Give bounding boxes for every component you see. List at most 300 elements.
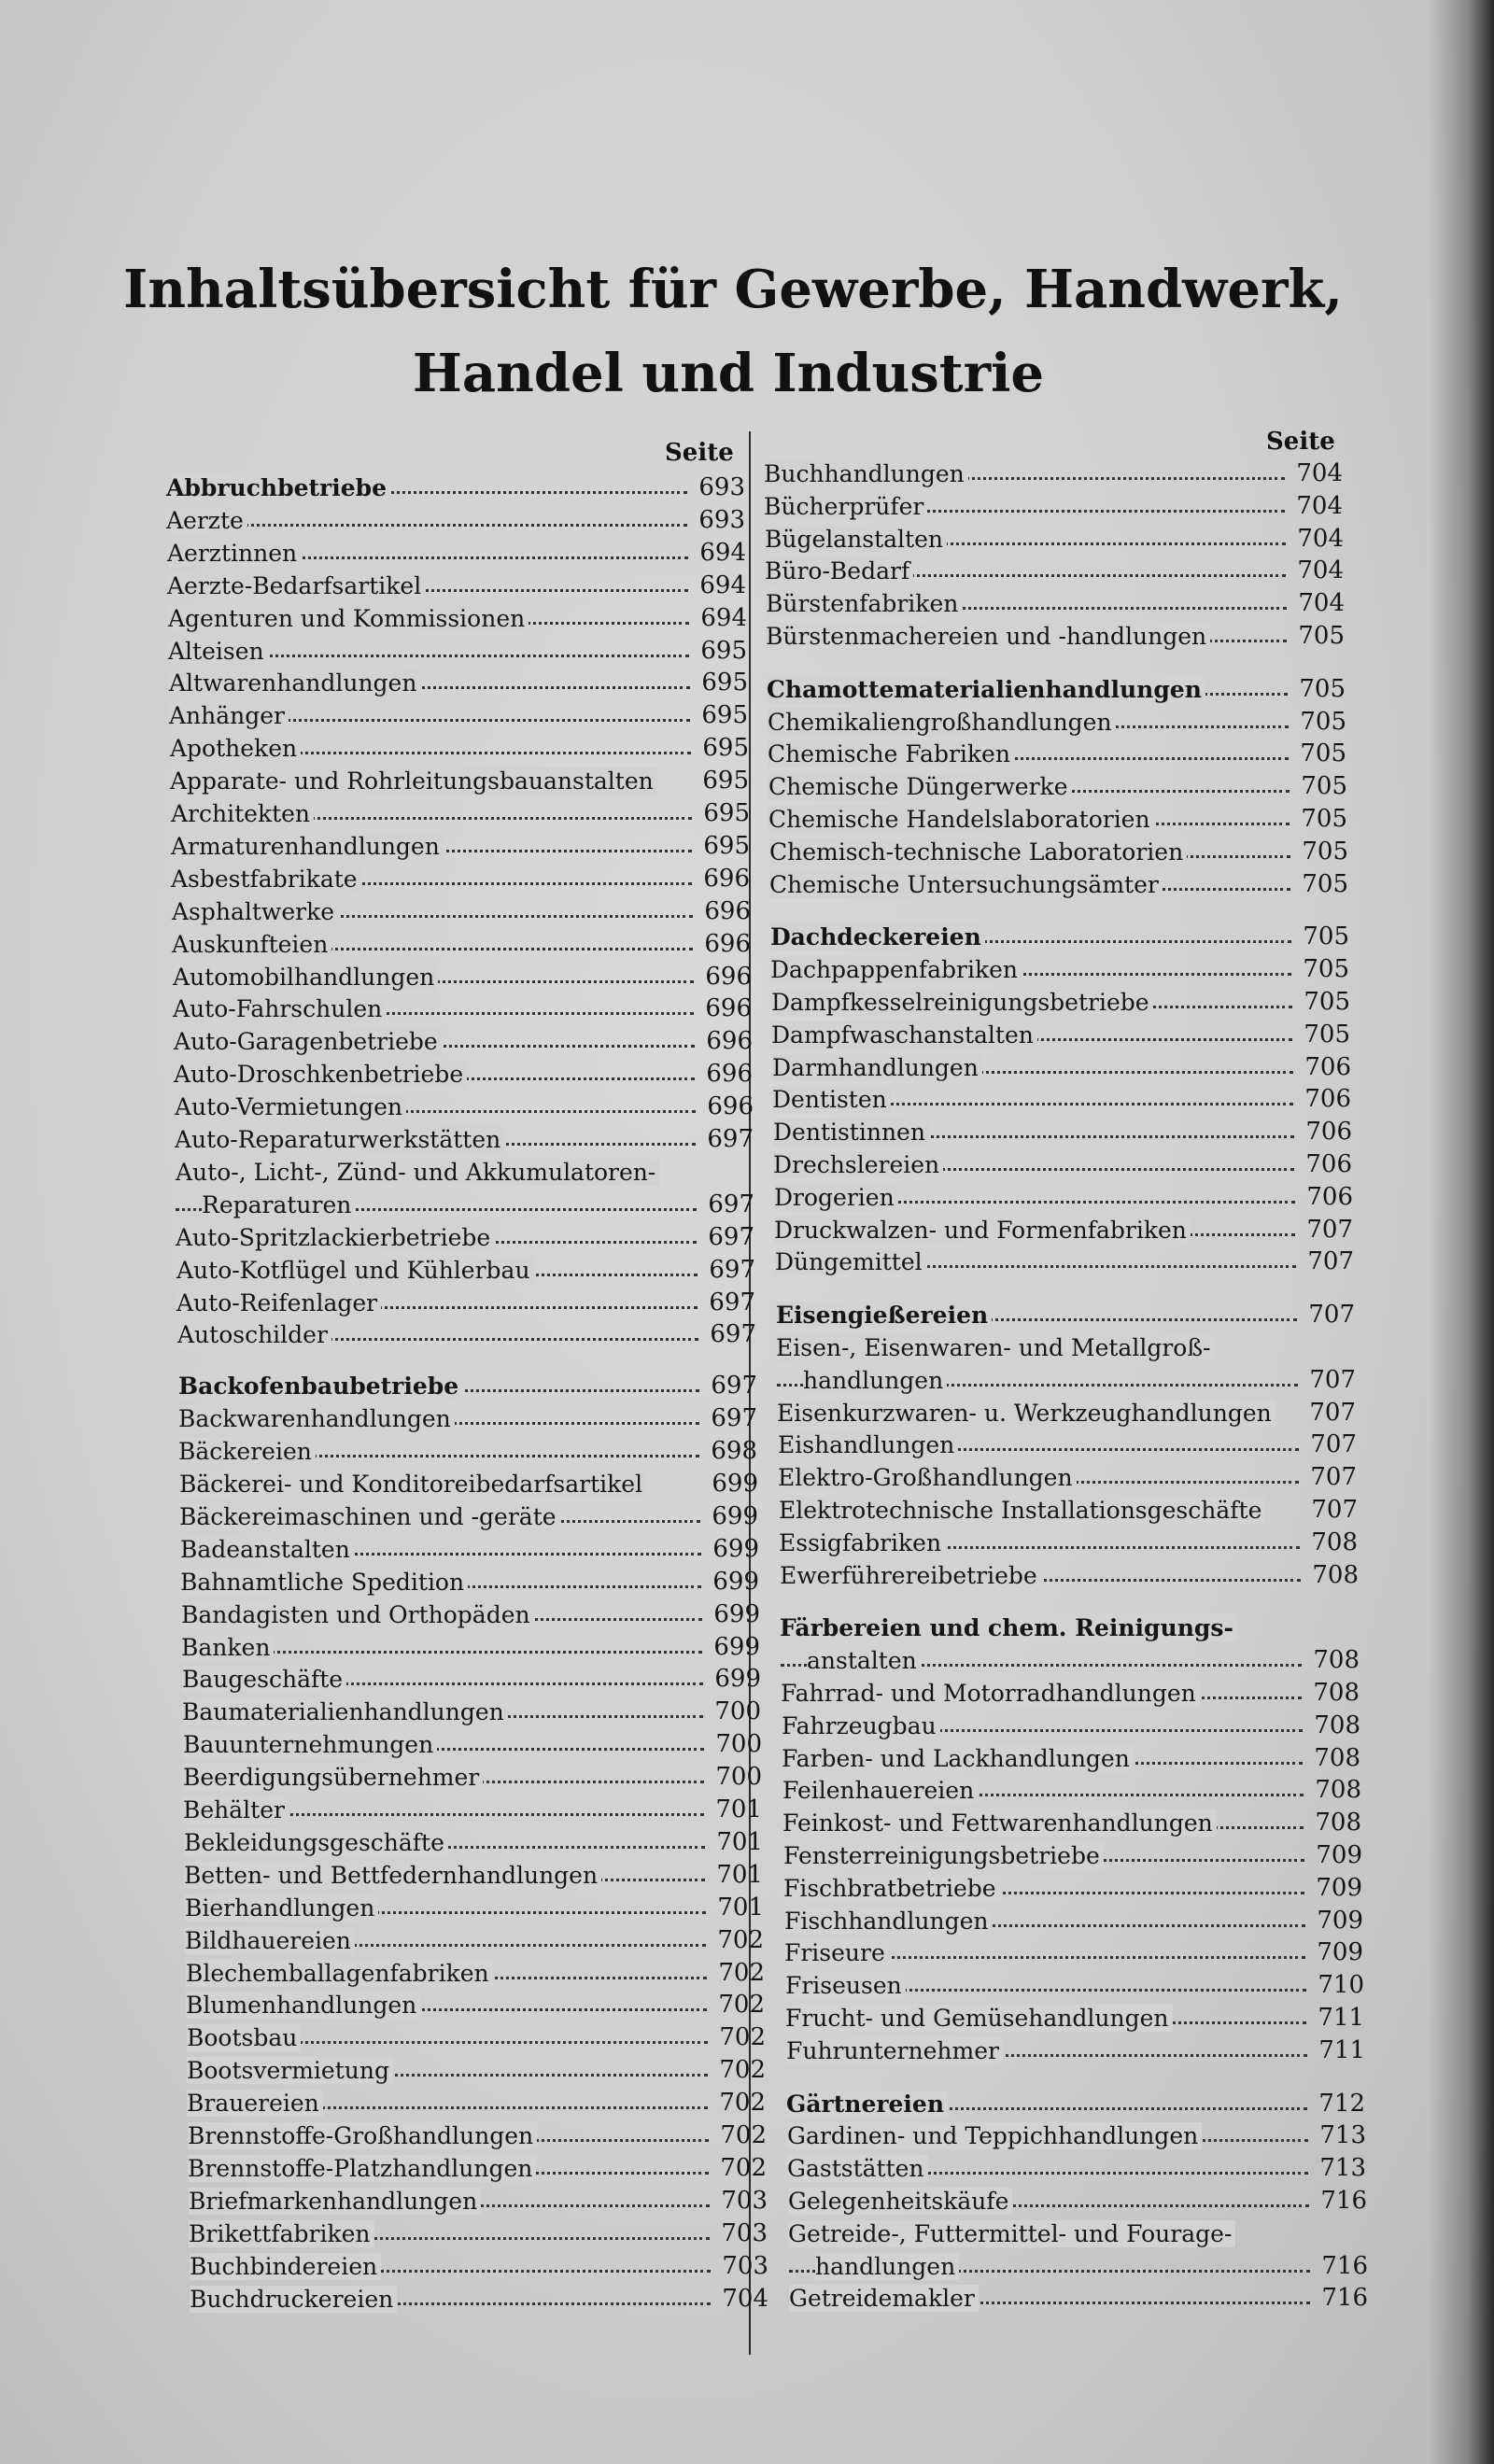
entry-page-number: 708 [1315, 1809, 1361, 1837]
index-entry [789, 2250, 1368, 2282]
entry-text: Frucht- und Gemüsehandlungen [785, 2005, 1173, 2032]
index-entry [186, 1989, 765, 2020]
entry-page-number: 711 [1318, 2035, 1365, 2064]
entry-page-number: 707 [1310, 1430, 1357, 1459]
entry-label [174, 1028, 447, 1055]
entry-text: Chemikaliengroßhandlungen [768, 709, 1116, 736]
entry-label [766, 590, 967, 617]
entry-text: Apparate- und Rohrleitungsbauanstalten [170, 767, 657, 795]
entry-page-number: 716 [1321, 2284, 1368, 2313]
entry-label [782, 1712, 946, 1739]
entry-label [172, 931, 337, 958]
index-entry [189, 2185, 768, 2217]
index-entry [772, 1083, 1351, 1115]
entry-label [186, 1960, 499, 1987]
index-entry [765, 555, 1344, 586]
entry-label [782, 1809, 1222, 1837]
entry-label [779, 1529, 951, 1556]
entry-label [776, 1302, 997, 1329]
entry-label [768, 806, 1160, 833]
entry-page-number: 696 [703, 864, 750, 893]
index-entry [185, 1892, 764, 1923]
entry-page-number: 696 [705, 962, 752, 991]
entry-label [182, 1666, 352, 1693]
index-entry [167, 570, 746, 601]
entry-page-number: 697 [711, 1372, 757, 1401]
entry-text: Chamottematerialienhandlungen [767, 676, 1205, 703]
index-entry [767, 673, 1346, 705]
entry-page-number: 702 [718, 1991, 765, 2020]
entry-label [767, 676, 1211, 703]
entry-page-number: 708 [1315, 1776, 1361, 1805]
entry-text: Beerdigungsübernehmer [183, 1764, 483, 1791]
entry-text: Blechemballagenfabriken [186, 1960, 493, 1987]
index-entry [783, 1872, 1362, 1904]
entry-label [188, 2122, 543, 2149]
entry-label [177, 1321, 337, 1348]
entry-text: Auto-Reparaturwerkstätten [175, 1126, 504, 1153]
entry-label [780, 1562, 1047, 1589]
entry-page-number: 713 [1319, 2121, 1366, 2150]
index-entry [768, 770, 1347, 802]
index-entry [169, 667, 748, 698]
entry-page-number: 706 [1305, 1150, 1352, 1178]
entry-label [785, 1972, 911, 1999]
entry-text: Fischhandlungen [784, 1908, 992, 1935]
entry-label [181, 1634, 279, 1661]
entry-label [780, 1614, 1243, 1641]
entry-label [167, 540, 306, 567]
entry-text: Bücherprüfer [764, 493, 927, 520]
seite-header-left: Seite [665, 439, 734, 467]
entry-page-number: 695 [703, 799, 750, 827]
entry-page-number: 701 [717, 1893, 764, 1922]
index-entry [190, 2250, 768, 2282]
entry-text: Dampfwaschanstalten [771, 1021, 1037, 1049]
entry-page-number: 708 [1311, 1528, 1358, 1556]
entry-text: Architekten [171, 800, 314, 827]
entry-label [176, 1257, 540, 1284]
entry-text: Ewerführereibetriebe [780, 1562, 1041, 1589]
index-entry [178, 1402, 757, 1434]
entry-label [167, 572, 430, 599]
entry-text: Düngemittel [775, 1248, 926, 1275]
index-entry [180, 1566, 759, 1598]
entry-page-number: 706 [1306, 1182, 1353, 1211]
entry-page-number: 699 [712, 1470, 758, 1498]
seite-header-right: Seite [1266, 428, 1335, 456]
index-entry [782, 1774, 1361, 1806]
entry-page-number: 704 [722, 2284, 768, 2313]
index-entry [776, 1331, 1355, 1363]
index-entry [785, 1969, 1364, 2001]
entry-label [170, 735, 306, 762]
entry-label [173, 995, 391, 1022]
entry-text: Fuhrunternehmer [786, 2037, 1003, 2064]
index-entry [184, 1826, 763, 1858]
entry-text: Bäckerei- und Konditoreibedarfsartikel [179, 1471, 646, 1498]
index-entry [771, 986, 1350, 1018]
entry-label [189, 2188, 486, 2215]
index-entry [187, 2021, 766, 2053]
entry-text: Drogerien [774, 1184, 898, 1211]
index-entry [175, 1091, 754, 1122]
entry-text: Banken [181, 1634, 274, 1661]
entry-text: Elektro-Großhandlungen [778, 1464, 1077, 1491]
entry-text: Buchhandlungen [764, 460, 968, 487]
entry-text: Eisengießereien [776, 1302, 992, 1329]
entry-text: Buchdruckereien [190, 2286, 397, 2313]
entry-page-number: 709 [1317, 1938, 1363, 1967]
entry-text: Automobilhandlungen [173, 964, 438, 991]
index-entry [166, 472, 745, 503]
entry-page-number: 707 [1307, 1247, 1354, 1276]
entry-page-number: 712 [1318, 2089, 1365, 2118]
index-entry [188, 2152, 767, 2184]
entry-page-number: 695 [702, 767, 749, 796]
index-entry [184, 1859, 763, 1891]
entry-text: Chemische Untersuchungsämter [769, 871, 1163, 898]
entry-page-number: 697 [709, 1288, 755, 1316]
entry-text: Bauunternehmungen [183, 1731, 437, 1758]
entry-text: Aerztinnen [167, 540, 301, 567]
entry-label [788, 2188, 1018, 2215]
entry-page-number: 703 [722, 2251, 768, 2280]
entry-page-number: 706 [1305, 1118, 1352, 1147]
entry-label [769, 871, 1168, 898]
entry-label [773, 1119, 935, 1146]
entry-page-number: 696 [706, 1060, 753, 1089]
entry-text: Backwarenhandlungen [178, 1405, 455, 1432]
entry-page-number: 695 [701, 669, 748, 697]
entry-label [188, 2155, 542, 2182]
index-entry [766, 620, 1345, 652]
entry-label [770, 956, 1027, 983]
index-entry [784, 1905, 1363, 1936]
entry-text: Auto-Kotflügel und Kühlerbau [176, 1257, 534, 1284]
entry-label [175, 1126, 510, 1153]
entry-page-number: 703 [721, 2218, 768, 2247]
entry-label [169, 669, 426, 697]
entry-text: Chemische Düngerwerke [768, 773, 1071, 800]
page-title-line1: Inhaltsübersicht für Gewerbe, Handwerk, [123, 259, 1343, 320]
entry-text: Behälter [183, 1796, 289, 1823]
entry-label [189, 2220, 380, 2247]
index-entry [190, 2283, 768, 2315]
entry-label [190, 2286, 402, 2313]
entry-page-number: 708 [1314, 1743, 1360, 1772]
entry-page-number: 709 [1316, 1841, 1362, 1869]
index-entry [780, 1559, 1359, 1591]
index-entry [183, 1761, 762, 1793]
index-entry [176, 1221, 754, 1253]
entry-text: Bootsbau [187, 2024, 301, 2051]
entry-label [788, 2220, 1241, 2247]
index-entry [779, 1494, 1358, 1526]
index-entry [779, 1527, 1358, 1558]
entry-text: Brikettfabriken [189, 2220, 374, 2247]
entry-page-number: 693 [698, 473, 745, 501]
entry-label [768, 773, 1077, 800]
entry-text: Chemische Fabriken [768, 740, 1014, 767]
entry-text: Bekleidungsgeschäfte [184, 1829, 448, 1856]
entry-text: Chemische Handelslaboratorien [768, 806, 1154, 833]
entry-text: Bügelanstalten [765, 526, 947, 553]
index-entry [174, 1058, 753, 1090]
entry-label [180, 1569, 473, 1596]
index-entry [776, 1299, 1355, 1331]
index-entry [772, 1051, 1351, 1083]
entry-page-number: 702 [720, 2153, 767, 2182]
entry-page-number: 702 [717, 1925, 764, 1954]
entry-text: Bierhandlungen [185, 1894, 378, 1922]
index-entry [774, 1214, 1353, 1246]
entry-text: Auto-Spritzlackierbetriebe [176, 1224, 494, 1251]
index-entry [773, 1116, 1352, 1148]
entry-page-number: 708 [1313, 1646, 1360, 1675]
entry-text: Darmhandlungen [772, 1054, 982, 1081]
entry-label [789, 2285, 984, 2312]
entry-text: Asbestfabrikate [171, 866, 361, 893]
entry-page-number: 695 [701, 701, 748, 730]
entry-label [772, 1054, 988, 1081]
entry-label [786, 2091, 953, 2118]
entry-text: Bürstenfabriken [766, 590, 962, 617]
entry-label [187, 2024, 306, 2051]
entry-text: Buchbindereien [190, 2253, 381, 2280]
entry-text: Elektrotechnische Installationsgeschäfte [779, 1497, 1265, 1524]
entry-page-number: 702 [720, 2121, 767, 2149]
index-entry [168, 602, 747, 634]
entry-text: Aerzte-Bedarfsartikel [167, 572, 425, 599]
entry-label [785, 2005, 1178, 2032]
entry-label [787, 2155, 934, 2182]
index-entry [189, 2218, 768, 2249]
index-entry [172, 895, 751, 927]
entry-label [171, 866, 367, 893]
index-entry [176, 1189, 754, 1220]
entry-text: Bäckereimaschinen und -geräte [179, 1503, 560, 1530]
entry-page-number: 693 [698, 505, 745, 534]
entry-label [774, 1184, 904, 1211]
entry-text: Druckwalzen- und Formenfabriken [774, 1217, 1191, 1244]
entry-text: handlungen [803, 1367, 947, 1394]
entry-text: Asphaltwerke [172, 898, 338, 925]
entry-label [781, 1680, 1205, 1707]
entry-text: anstalten [807, 1647, 921, 1674]
entry-text: Eishandlungen [778, 1431, 958, 1458]
entry-text: Briefmarkenhandlungen [189, 2188, 481, 2215]
entry-label [764, 493, 933, 520]
entry-label [166, 474, 396, 501]
entry-label [176, 1289, 387, 1316]
entry-label [202, 1191, 360, 1218]
entry-page-number: 694 [699, 570, 746, 599]
entry-page-number: 697 [708, 1222, 754, 1251]
entry-text: Auto-, Licht-, Zünd- und Akkumulatoren- [176, 1159, 659, 1186]
entry-text: Fensterreinigungsbetriebe [783, 1842, 1104, 1869]
right-column [764, 458, 1368, 2344]
index-entry [178, 1370, 757, 1401]
entry-page-number: 705 [1301, 805, 1347, 833]
entry-text: Dentistinnen [773, 1119, 929, 1146]
index-entry [781, 1677, 1360, 1709]
entry-page-number: 705 [1300, 739, 1346, 768]
index-entry [187, 2054, 766, 2086]
index-entry [777, 1397, 1356, 1429]
entry-page-number: 709 [1317, 1906, 1363, 1935]
index-entry [179, 1500, 758, 1532]
index-entry [768, 706, 1346, 738]
entry-text: Gelegenheitskäufe [788, 2188, 1012, 2215]
entry-text: Farben- und Lackhandlungen [782, 1745, 1134, 1772]
entry-label [179, 1503, 566, 1530]
entry-label [176, 1224, 500, 1251]
entry-label [185, 1894, 384, 1922]
entry-page-number: 703 [721, 2186, 768, 2215]
entry-page-number: 706 [1304, 1085, 1351, 1114]
entry-page-number: 705 [1301, 772, 1347, 801]
entry-label [784, 1939, 895, 1966]
entry-page-number: 707 [1306, 1215, 1353, 1244]
entry-page-number: 708 [1312, 1560, 1359, 1589]
entry-page-number: 716 [1320, 2187, 1367, 2215]
index-entry [172, 928, 751, 960]
entry-label [181, 1601, 540, 1628]
entry-label [783, 1875, 1006, 1902]
entry-page-number: 705 [1298, 622, 1345, 650]
entry-text: Bootsvermietung [187, 2057, 393, 2084]
index-entry [179, 1468, 758, 1500]
entry-label [168, 638, 274, 665]
entry-text: Altwarenhandlungen [169, 669, 420, 697]
index-entry [768, 738, 1346, 769]
entry-page-number: 707 [1309, 1398, 1356, 1427]
index-entry [766, 587, 1345, 619]
entry-text: Friseusen [785, 1972, 906, 1999]
index-entry [787, 2119, 1366, 2151]
entry-text: Auto-Garagenbetriebe [174, 1028, 442, 1055]
entry-text: Brennstoffe-Platzhandlungen [188, 2155, 536, 2182]
entry-text: Backofenbaubetriebe [178, 1373, 462, 1400]
index-entry [170, 732, 749, 764]
entry-page-number: 707 [1311, 1496, 1358, 1524]
index-entry [183, 1728, 762, 1760]
index-entry [782, 1742, 1360, 1774]
entry-label [178, 1405, 460, 1432]
entry-label [786, 2037, 1008, 2064]
entry-label [771, 989, 1159, 1016]
entry-page-number: 705 [1299, 674, 1346, 703]
entry-page-number: 713 [1319, 2154, 1366, 2183]
entry-page-number: 694 [699, 538, 746, 567]
entry-text: Gaststätten [787, 2155, 928, 2182]
entry-label [166, 507, 253, 534]
entry-label [176, 1159, 665, 1186]
entry-page-number: 702 [718, 1958, 765, 1987]
entry-page-number: 697 [711, 1404, 757, 1433]
entry-page-number: 705 [1302, 869, 1348, 898]
entry-page-number: 708 [1314, 1711, 1360, 1739]
entry-text: Abbruchbetriebe [166, 474, 390, 501]
entry-text: Aerzte [166, 507, 247, 534]
index-entry [771, 1019, 1350, 1050]
index-entry [770, 921, 1349, 952]
index-entry [182, 1696, 761, 1727]
entry-text: Drechslereien [773, 1151, 943, 1178]
index-entry [789, 2282, 1368, 2314]
index-entry [786, 2035, 1365, 2066]
entry-page-number: 698 [711, 1437, 757, 1466]
entry-label [184, 1862, 607, 1889]
entry-text: Brauereien [187, 2090, 323, 2117]
entry-text: Eisen-, Eisenwaren- und Metallgroß- [776, 1334, 1214, 1361]
entry-text: Anhänger [169, 702, 289, 729]
entry-page-number: 701 [715, 1795, 762, 1823]
entry-label [815, 2253, 965, 2280]
entry-page-number: 697 [709, 1255, 755, 1284]
index-entry [176, 1287, 755, 1318]
entry-label [172, 898, 344, 925]
entry-text: Agenturen und Kommissionen [168, 605, 529, 632]
index-entry [788, 2218, 1367, 2249]
entry-page-number: 696 [704, 896, 751, 925]
page-title-line2: Handel und Industrie [412, 343, 1045, 404]
entry-text: Badeanstalten [180, 1536, 354, 1563]
entry-label [784, 1908, 997, 1935]
index-entry [182, 1663, 761, 1695]
entry-page-number: 709 [1316, 1873, 1362, 1902]
entry-page-number: 707 [1310, 1463, 1357, 1492]
entry-page-number: 702 [719, 2056, 766, 2085]
entry-label [778, 1464, 1082, 1491]
index-entry [783, 1839, 1362, 1871]
index-entry [176, 1254, 755, 1286]
index-entry [183, 1794, 762, 1825]
entry-label [765, 557, 919, 584]
entry-page-number: 696 [705, 994, 752, 1023]
index-entry [775, 1246, 1354, 1277]
entry-page-number: 699 [712, 1534, 759, 1563]
entry-page-number: 704 [1297, 556, 1344, 585]
index-entry [167, 537, 746, 569]
entry-text: Apotheken [170, 735, 301, 762]
entry-page-number: 695 [700, 636, 747, 665]
entry-label [764, 460, 974, 487]
entry-text: Fahrzeugbau [782, 1712, 940, 1739]
entry-page-number: 705 [1300, 707, 1346, 736]
entry-text: Bildhauereien [185, 1927, 355, 1954]
entry-text: Auto-Reifenlager [176, 1289, 381, 1316]
entry-text: Dentisten [772, 1086, 891, 1113]
entry-label [766, 623, 1216, 650]
index-entry [168, 635, 747, 667]
entry-label [787, 2122, 1207, 2149]
entry-label [168, 605, 534, 632]
entry-text: Reparaturen [202, 1191, 355, 1218]
index-entry [175, 1123, 754, 1155]
entry-label [187, 2057, 399, 2084]
entry-label [171, 833, 449, 860]
entry-text: Gärtnereien [786, 2091, 948, 2118]
index-entry [788, 2185, 1367, 2217]
entry-text: Gardinen- und Teppichhandlungen [787, 2122, 1202, 2149]
entry-page-number: 699 [714, 1665, 761, 1694]
index-entry [778, 1461, 1357, 1493]
index-entry [173, 961, 752, 993]
entry-text: Bäckereien [178, 1438, 316, 1465]
entry-text: Fischbratbetriebe [783, 1875, 1000, 1902]
